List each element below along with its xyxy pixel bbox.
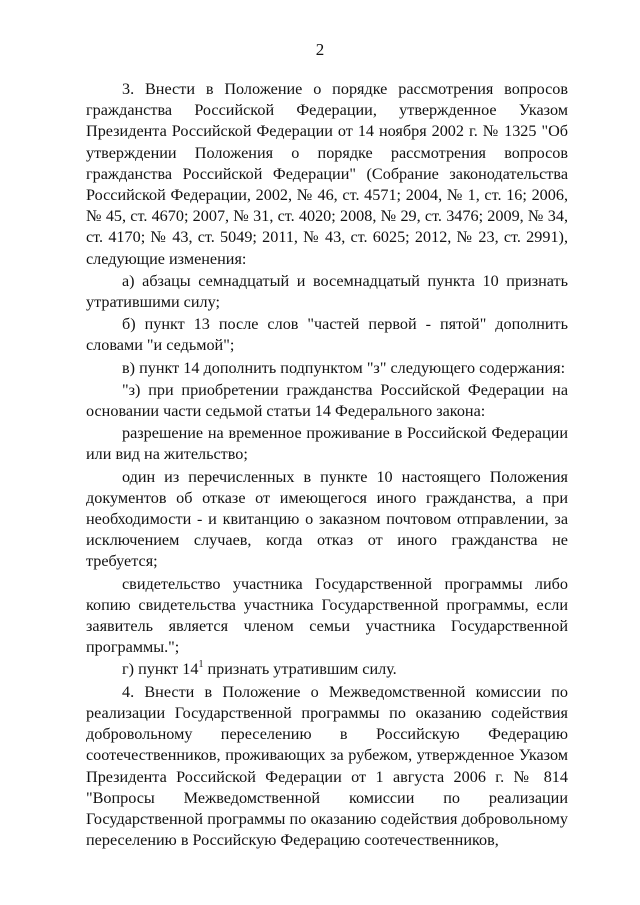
page-number: 2: [315, 40, 325, 59]
document-item-residence-permit: разрешение на временное проживание в Российской Федерации или вид на жительство;: [86, 424, 568, 464]
subparagraph-b: б) пункт 13 после слов "частей первой - пятой" дополнить словами "и седьмой";: [86, 315, 568, 355]
subparagraph-g-superscript: 1: [198, 659, 204, 671]
subparagraph-g-after: признать утратившим силу.: [203, 660, 397, 679]
document-item-certificate: свидетельство участника Государственной программы либо копию свидетельства участника Государственной программы, если заявитель является членом семьи участника Государственной программы.";: [86, 574, 568, 657]
subparagraph-a: а) абзацы семнадцатый и восемнадцатый пункта 10 признать утратившими силу;: [86, 271, 568, 312]
paragraph-item-4: 4. Внести в Положение о Межведомственной комиссии по реализации Государственной программы по оказанию содействия добровольному переселению в Российскую Федерацию соотечественников, проживающих за рубежом, утвержденное Указом Президента Российской Федерации от 1 августа 2006 г. № 814 "Вопросы Межведомственной комиссии по реализации Государственной программы по оказанию содействия добровольному переселению в Российскую Федерацию соотечественников,: [86, 682, 568, 850]
subparagraph-g-before: г) пункт 14: [122, 660, 199, 679]
subparagraph-g: [86, 659, 568, 680]
document-item-renunciation: один из перечисленных в пункте 10 настоящего Положения документов об отказе от имеющегося иного гражданства, а при необходимости - и квитанцию о заказном почтовом отправлении, за исключением случаев, когда отказ от иного гражданства не требуется;: [86, 467, 568, 571]
paragraph-item-3: 3. Внести в Положение о порядке рассмотрения вопросов гражданства Российской Федерации, утвержденное Указом Президента Российской Федерации от 14 ноября 2002 г. № 1325 "Об утверждении Положения о порядке рассмотрения вопросов гражданства Российской Федерации" (Собрание законодательства Российской Федерации, 2002, № 46, ст. 4571; 2004, № 1, ст. 16; 2006, № 45, ст. 4670; 2007, № 31, ст. 4020; 2008, № 29, ст. 3476; 2009, № 34, ст. 4170; № 43, ст. 5049; 2011, № 43, ст. 6025; 2012, № 23, ст. 2991), следующие изменения:: [86, 80, 568, 268]
document-body: [86, 79, 568, 852]
subparagraph-z: "з) при приобретении гражданства Российской Федерации на основании части седьмой статьи 14 Федерального закона:: [86, 380, 568, 421]
subparagraph-v: в) пункт 14 дополнить подпунктом "з" следующего содержания:: [122, 358, 566, 377]
